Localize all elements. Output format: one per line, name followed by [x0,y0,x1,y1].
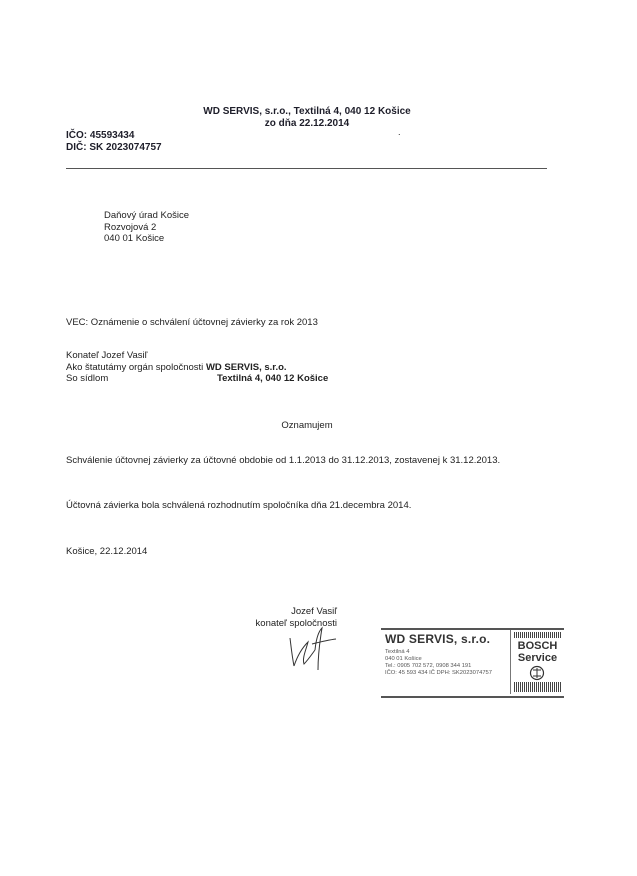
signatory-role: konateľ spoločnosti [255,617,337,629]
bosch-service-logo [510,630,564,694]
stamp-city: 040 01 Košice [385,656,422,662]
stamp-street: Textilná 4 [385,649,410,655]
stamp-ids: IČO: 45 593 434 IČ DPH: SK2023074757 [385,670,492,676]
recipient-address [104,210,189,245]
stamp-phone: Tel.: 0905 702 572, 0908 344 191 [385,663,472,669]
sender-line-3 [66,373,386,385]
bosch-service-label: Service [517,652,558,664]
company-stamp [381,628,564,698]
recipient-name: Daňový úrad Košice [104,210,190,221]
sender-block [66,350,386,385]
bosch-armature-icon [528,665,546,681]
recipient-city: 040 01 Košice [104,233,165,244]
ico-number: IČO: 45593434 [66,130,135,141]
sender-line-2 [66,362,386,374]
stamp-company-name: WD SERVIS, s.r.o. [385,632,491,646]
sender-line-1: Konateľ Jozef Vasiľ [66,350,148,361]
stripe-pattern [514,632,561,638]
stamp-bottom-rule [381,696,564,698]
dic-number: DIČ: SK 2023074757 [66,142,162,153]
paragraph-approval: Schválenie účtovnej závierky za účtovné obdobie od 1.1.2013 do 31.12.2013, zostavenej k 31.12.2013. [66,455,501,466]
stripe-pattern-bottom [514,682,561,692]
sender-seat-label: So sídlom [66,373,109,384]
signatory-name: Jozef Vasiľ [291,606,337,617]
paragraph-decision: Účtovná závierka bola schválená rozhodnutím spoločníka dňa 21.decembra 2014. [66,500,412,511]
bosch-brand: BOSCH [517,640,558,652]
recipient-street: Rozvojová 2 [104,221,157,233]
sender-seat-address: Textilná 4, 040 12 Košice [217,373,329,384]
place-and-date: Košice, 22.12.2014 [66,546,148,557]
sender-role-text: Ako štatutámy orgán spoločnosti [66,361,204,373]
header-date-line: zo dňa 22.12.2014 [264,118,350,129]
header-company-line: WD SERVIS, s.r.o., Textilná 4, 040 12 Košice [203,106,411,117]
header-divider [66,168,547,169]
subject-line: VEC: Oznámenie o schválení účtovnej závierky za rok 2013 [66,317,318,328]
scan-speck: . [398,127,401,137]
announce-heading: Oznamujem [281,420,333,431]
sender-company: WD SERVIS, s.r.o. [205,361,287,373]
handwritten-signature [282,624,342,672]
stamp-details [385,649,492,677]
